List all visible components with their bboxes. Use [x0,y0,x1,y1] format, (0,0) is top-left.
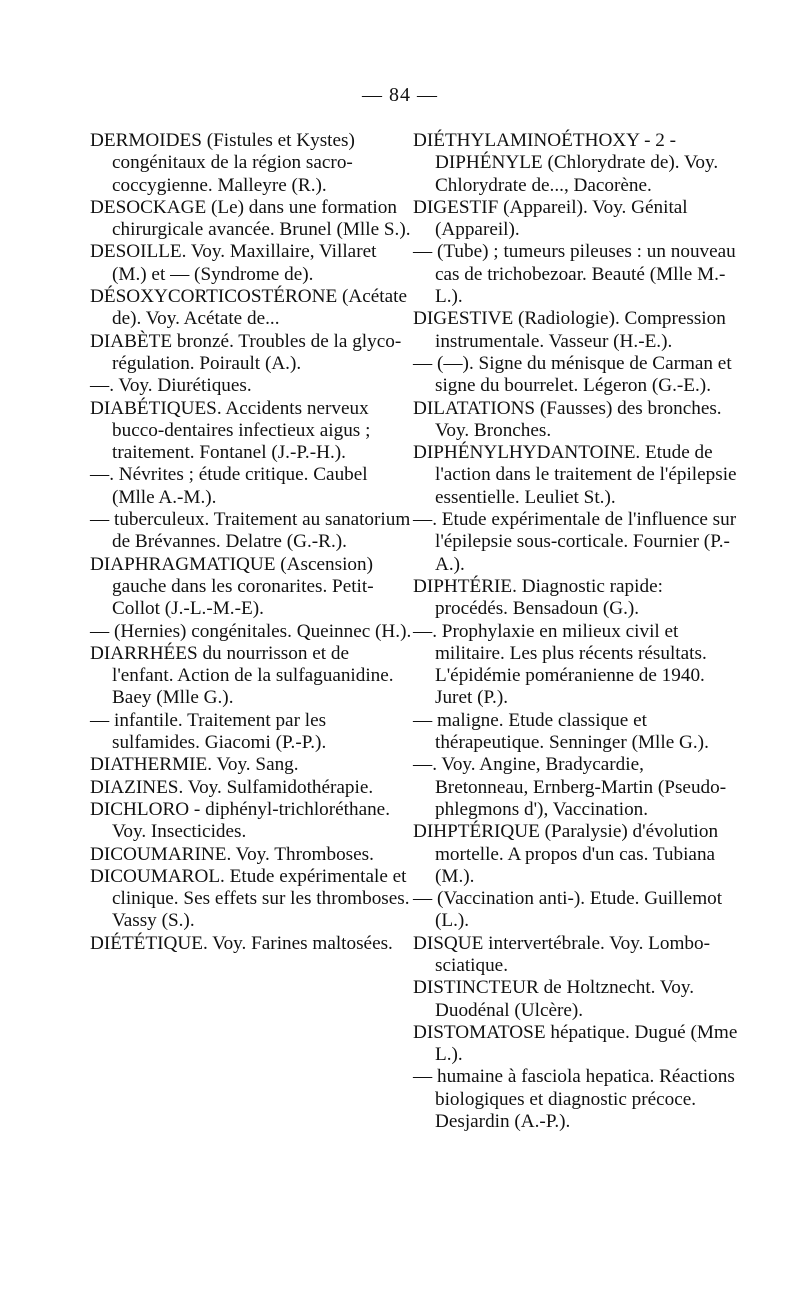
index-entry: DERMOIDES (Fistules et Kystes) congénitaux de la région sacro-coccygienne. Malleyre (R.). [90,130,355,196]
index-entry: —. Prophylaxie en milieux civil et militaire. Les plus récents résultats. L'épidémie poméranienne de 1940. Juret (P.). [413,620,707,709]
index-entry: — infantile. Traitement par les sulfamides. Giacomi (P.-P.). [90,709,327,754]
index-entry: DESOILLE. Voy. Maxillaire, Villaret (M.) et — (Syndrome de). [90,241,377,285]
index-entry: DIHPTÉRIQUE (Paralysie) d'évolution mortelle. A propos d'un cas. Tubiana (M.). [413,821,719,887]
index-entry: — (Tube) ; tumeurs pileuses : un nouveau cas de trichobezoar. Beauté (Mlle M.-L.). [413,241,736,308]
index-entry: —. Névrites ; étude critique. Caubel (Mlle A.-M.). [90,464,368,508]
index-entry: DICHLORO - diphényl-trichloréthane. Voy. Insecticides. [90,798,390,843]
index-entry: DISTOMATOSE hépatique. Dugué (Mme L.). [413,1021,738,1066]
index-entry: DIAPHRAGMATIQUE (Ascension) gauche dans les coronarites. Petit-Collot (J.-L.-M.-E). [90,553,374,620]
index-entry: DIARRHÉES du nourrisson et de l'enfant. Action de la sulfaguanidine. Baey (Mlle G.). [90,642,394,709]
right-column [413,130,738,1133]
index-entry: DICOUMARINE. Voy. Thromboses. [90,843,374,865]
index-entry: DESOCKAGE (Le) dans une formation chirurgicale avancée. Brunel (Mlle S.). [90,196,411,241]
page-number: — 84 — [362,84,438,106]
index-entry: DILATATIONS (Fausses) des bronches. Voy. Bronches. [413,397,722,441]
index-entry: —. Voy. Diurétiques. [90,375,252,397]
index-entry: — tuberculeux. Traitement au sanatorium de Brévannes. Delatre (G.-R.). [90,509,411,553]
index-entry: DISQUE intervertébrale. Voy. Lombo-sciatique. [413,932,710,976]
index-entry: DIABÈTE bronzé. Troubles de la glyco-régulation. Poirault (A.). [90,330,402,374]
index-entry: — humaine à fasciola hepatica. Réactions biologiques et diagnostic précoce. Desjardin (A.-P.). [413,1066,735,1133]
index-entry: — (Hernies) congénitales. Queinnec (H.). [90,620,412,642]
left-column [90,130,415,955]
index-entry: DIPHÉNYLHYDANTOINE. Etude de l'action dans le traitement de l'épilepsie essentielle. Leuliet St.). [413,442,737,508]
index-entry: DIPHTÉRIE. Diagnostic rapide: procédés. Bensadoun (G.). [413,575,663,620]
index-entry: —. Etude expérimentale de l'influence sur l'épilepsie sous-corticale. Fournier (P.-A.). [413,509,737,575]
index-entry: —. Voy. Angine, Bradycardie, Bretonneau, Ernberg-Martin (Pseudo-phlegmons d'), Vaccination. [413,754,727,820]
index-entry: DIABÉTIQUES. Accidents nerveux bucco-dentaires infectieux aigus ; traitement. Fontanel (J.-P.-H.). [90,397,371,464]
index-entry: — maligne. Etude classique et thérapeutique. Senninger (Mlle G.). [413,709,709,754]
index-entry: — (—). Signe du ménisque de Carman et signe du bourrelet. Légeron (G.-E.). [413,352,732,397]
index-entry: DIGESTIF (Appareil). Voy. Génital (Appareil). [413,196,688,241]
index-entry: DIÉTHYLAMINOÉTHOXY - 2 - DIPHÉNYLE (Chlorydrate de). Voy. Chlorydrate de..., Dacorène. [413,130,719,196]
index-entry: DICOUMAROL. Etude expérimentale et clinique. Ses effets sur les thromboses. Vassy (S.). [90,865,410,932]
index-entry: DIATHERMIE. Voy. Sang. [90,754,299,776]
index-entry: DÉSOXYCORTICOSTÉRONE (Acétate de). Voy. Acétate de... [90,286,407,330]
index-entry: DIGESTIVE (Radiologie). Compression instrumentale. Vasseur (H.-E.). [413,308,726,352]
index-entry: DIÉTÉTIQUE. Voy. Farines maltosées. [90,932,393,954]
index-entry: — (Vaccination anti-). Etude. Guillemot (L.). [413,888,723,932]
index-entry: DIAZINES. Voy. Sulfamidothérapie. [90,776,374,798]
index-entry: DISTINCTEUR de Holtznecht. Voy. Duodénal (Ulcère). [413,977,695,1021]
